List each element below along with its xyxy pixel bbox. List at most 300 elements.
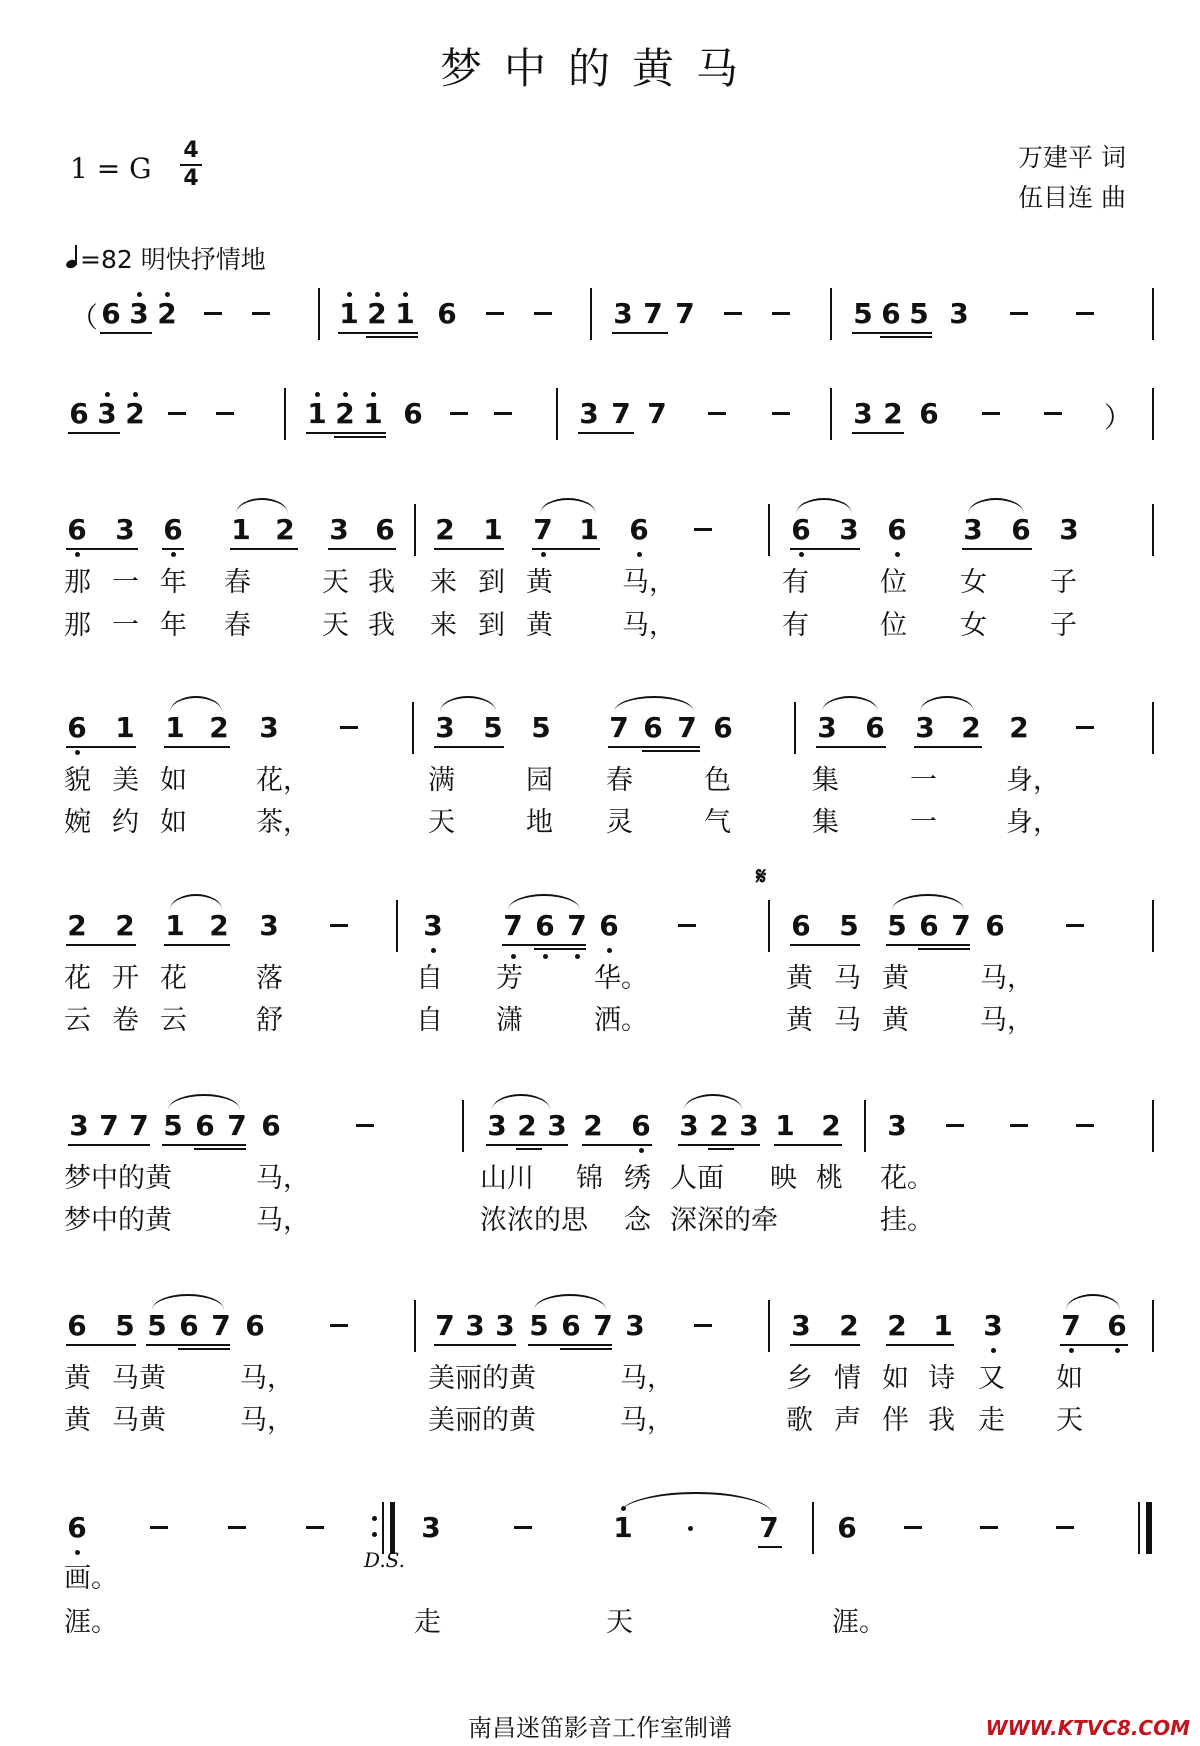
octave-dot (607, 948, 612, 953)
lyric-syllable: 园 (526, 765, 553, 796)
jianpu-note: 6 (375, 513, 395, 546)
jianpu-note: 2 (115, 909, 135, 942)
jianpu-note: 3 (949, 297, 969, 330)
beam-underline (502, 944, 586, 946)
lyric-syllable: 落 (256, 963, 283, 994)
barline (1146, 1502, 1152, 1554)
jianpu-note: 6 (791, 909, 811, 942)
intro-paren: ） (1104, 401, 1133, 434)
sustain-dash (216, 412, 234, 415)
barline (830, 288, 832, 340)
lyrics-row-3a (0, 560, 1200, 600)
jianpu-note: 5 (909, 297, 929, 330)
jianpu-note: 6 (919, 909, 939, 942)
jianpu-note: 6 (631, 1109, 651, 1142)
octave-dot (991, 1348, 996, 1353)
beam-underline (66, 746, 136, 748)
jianpu-note: 7 (609, 711, 629, 744)
lyrics-row-3b (0, 603, 1200, 643)
beam-underline (68, 432, 120, 434)
jianpu-note: 6 (561, 1309, 581, 1342)
jianpu-note: 1 (579, 513, 599, 546)
jianpu-note: 2 (1009, 711, 1029, 744)
barline (382, 1502, 384, 1554)
barline (318, 288, 320, 340)
octave-dot (372, 1532, 377, 1537)
jianpu-note: 6 (261, 1109, 281, 1142)
octave-dot (895, 552, 900, 557)
lyric-syllable: 位 (880, 610, 907, 641)
lyric-syllable: 来 (430, 610, 457, 641)
jianpu-note: 6 (245, 1309, 265, 1342)
lyrics-row-8a (0, 1556, 1200, 1596)
lyric-syllable: 一 (112, 567, 139, 598)
octave-dot (75, 750, 80, 755)
beam-underline (146, 1344, 230, 1346)
lyric-syllable: 美丽的黄 (428, 1405, 536, 1436)
lyric-syllable: 潇 (496, 1005, 523, 1036)
lyrics-row-4b (0, 800, 1200, 840)
jianpu-note: 3 (97, 397, 117, 430)
time-denominator: 4 (183, 166, 199, 191)
jianpu-note: 7 (611, 397, 631, 430)
barline (1152, 1100, 1154, 1152)
jianpu-note: 6 (985, 909, 1005, 942)
lyric-syllable: 梦中的黄 (64, 1163, 172, 1194)
beam-underline (708, 1148, 734, 1150)
composer-credit: 伍目连 曲 (1018, 183, 1126, 212)
slur-arc (236, 498, 288, 514)
beam-underline (338, 332, 418, 334)
lyric-syllable: 浓浓的思 (480, 1205, 588, 1236)
lyric-syllable: 我 (928, 1405, 955, 1436)
lyric-syllable: 来 (430, 567, 457, 598)
octave-dot (431, 948, 436, 953)
jianpu-note: 7 (211, 1309, 231, 1342)
lyric-syllable: 一 (112, 610, 139, 641)
jianpu-note: 1 (165, 711, 185, 744)
slur-arc (892, 894, 964, 910)
lyric-syllable: 马， (256, 1205, 310, 1236)
jianpu-note: 2 (209, 711, 229, 744)
jianpu-note: 2 (435, 513, 455, 546)
lyric-syllable: 马， (256, 1163, 310, 1194)
lyric-syllable: 天 (322, 567, 349, 598)
jianpu-note: 3 (329, 513, 349, 546)
lyric-syllable: 子 (1050, 567, 1077, 598)
lyrics-row-6a (0, 1156, 1200, 1196)
jianpu-note: 3 (435, 711, 455, 744)
octave-dot (75, 1550, 80, 1555)
jianpu-note: 5 (483, 711, 503, 744)
jianpu-note: 3 (817, 711, 837, 744)
octave-dot (637, 552, 642, 557)
lyric-syllable: 梦中的黄 (64, 1205, 172, 1236)
jianpu-note: 6 (101, 297, 121, 330)
lyrics-row-6b (0, 1198, 1200, 1238)
lyric-syllable: 黄 (526, 610, 553, 641)
lyric-syllable: 马， (622, 610, 676, 641)
slur-arc (920, 696, 974, 712)
jianpu-note: 6 (403, 397, 423, 430)
slur-arc (168, 1094, 240, 1110)
barline (864, 1100, 866, 1152)
jianpu-note: 6 (791, 513, 811, 546)
barline (768, 1300, 770, 1352)
jianpu-note: 6 (69, 397, 89, 430)
beam-underline (516, 1148, 542, 1150)
lyric-syllable: 涯。 (832, 1607, 886, 1638)
jianpu-note: 7 (951, 909, 971, 942)
barline (1152, 288, 1154, 340)
lyric-syllable: 子 (1050, 610, 1077, 641)
octave-dot (375, 292, 380, 297)
lyric-syllable: 年 (160, 610, 187, 641)
beam-underline (852, 432, 904, 434)
score-row-1 (0, 298, 1200, 338)
sustain-dash (330, 1324, 348, 1327)
jianpu-note: 2 (275, 513, 295, 546)
jianpu-note: 3 (915, 711, 935, 744)
lyric-syllable: 春 (606, 765, 633, 796)
barline (556, 388, 558, 440)
barline (390, 1502, 395, 1554)
beam-underline (306, 432, 386, 434)
beam-underline (790, 548, 860, 550)
lyric-syllable: 美 (112, 765, 139, 796)
song-title: 梦中的黄马 (439, 44, 760, 93)
jianpu-note: 7 (593, 1309, 613, 1342)
beam-underline (66, 944, 136, 946)
jianpu-note: 3 (983, 1309, 1003, 1342)
lyric-syllable: 黄 (64, 1363, 91, 1394)
barline (1152, 1300, 1154, 1352)
jianpu-note: 1 (363, 397, 383, 430)
sustain-dash (514, 1526, 532, 1529)
lyric-syllable: 天 (606, 1607, 633, 1638)
sustain-dash (708, 412, 726, 415)
octave-dot (137, 292, 142, 297)
octave-dot (372, 1516, 377, 1521)
barline (794, 702, 796, 754)
lyric-syllable: 芳 (496, 963, 523, 994)
jianpu-note: 6 (1011, 513, 1031, 546)
jianpu-note: 3 (423, 909, 443, 942)
quarter-note-icon (66, 244, 78, 268)
sustain-dash (340, 726, 358, 729)
lyric-syllable: 洒。 (594, 1005, 648, 1036)
lyric-syllable: 气 (704, 807, 731, 838)
sustain-dash (694, 528, 712, 531)
lyric-syllable: 自 (416, 963, 443, 994)
lyric-syllable: 诗 (928, 1363, 955, 1394)
score-row-2 (0, 398, 1200, 438)
jianpu-note: 6 (67, 513, 87, 546)
jianpu-note: 1 (395, 297, 415, 330)
jianpu-note: 6 (535, 909, 555, 942)
beam-underline (962, 548, 1032, 550)
sustain-dash (904, 1526, 922, 1529)
lyric-syllable: 到 (478, 610, 505, 641)
lyric-syllable: 锦 (576, 1163, 603, 1194)
octave-dot (165, 292, 170, 297)
jianpu-note: 3 (129, 297, 149, 330)
jianpu-note: 3 (69, 1109, 89, 1142)
jianpu-note: 3 (547, 1109, 567, 1142)
barline (768, 504, 770, 556)
jianpu-note: 6 (643, 711, 663, 744)
beam-underline (678, 1144, 760, 1146)
lyrics-row-8b (0, 1600, 1200, 1640)
sustain-dash (772, 412, 790, 415)
beam-underline (560, 1348, 612, 1350)
sustain-dash (772, 312, 790, 315)
beam-underline (758, 1546, 782, 1548)
jianpu-note: 2 (887, 1309, 907, 1342)
jianpu-note: 1 (483, 513, 503, 546)
jianpu-note: 6 (67, 1511, 87, 1544)
jianpu-note: 3 (465, 1309, 485, 1342)
octave-dot (105, 392, 110, 397)
lyric-syllable: 花 (160, 963, 187, 994)
lyric-syllable: 如 (160, 765, 187, 796)
lyric-syllable: 人面 (670, 1163, 724, 1194)
octave-dot (639, 1148, 644, 1153)
slur-arc (170, 894, 222, 910)
jianpu-note: 2 (67, 909, 87, 942)
octave-dot (315, 392, 320, 397)
lyric-syllable: 约 (112, 807, 139, 838)
jianpu-note: 1 (933, 1309, 953, 1342)
jianpu-note: 1 (307, 397, 327, 430)
sustain-dash (1076, 312, 1094, 315)
lyric-syllable: 声 (834, 1405, 861, 1436)
lyric-syllable: 涯。 (64, 1607, 118, 1638)
time-numerator: 4 (183, 138, 199, 163)
jianpu-note: 3 (625, 1309, 645, 1342)
octave-dot (133, 392, 138, 397)
slur-arc (534, 1294, 606, 1310)
jianpu-note: 2 (125, 397, 145, 430)
lyric-syllable: 到 (478, 567, 505, 598)
jianpu-note: 3 (853, 397, 873, 430)
jianpu-note: 2 (961, 711, 981, 744)
beam-underline (366, 336, 418, 338)
jianpu-note: 3 (963, 513, 983, 546)
jianpu-note: 1 (231, 513, 251, 546)
sustain-dash (694, 1324, 712, 1327)
jianpu-note: 7 (129, 1109, 149, 1142)
jianpu-note: 6 (865, 711, 885, 744)
score-row-7 (0, 1310, 1200, 1350)
beam-underline (194, 1148, 246, 1150)
lyricist-credit: 万建平 词 (1018, 143, 1126, 172)
lyric-syllable: 我 (368, 610, 395, 641)
jianpu-note: 7 (677, 711, 697, 744)
jianpu-note: 2 (157, 297, 177, 330)
lyric-syllable: 念 (624, 1205, 651, 1236)
lyric-syllable: 天 (428, 807, 455, 838)
jianpu-note: 5 (147, 1309, 167, 1342)
jianpu-note: 6 (713, 711, 733, 744)
octave-dot (1069, 1348, 1074, 1353)
lyric-syllable: 茶， (256, 807, 310, 838)
jianpu-note: 6 (887, 513, 907, 546)
sustain-dash (1010, 312, 1028, 315)
jianpu-note: 3 (613, 297, 633, 330)
lyric-syllable: 走 (978, 1405, 1005, 1436)
octave-dot (171, 552, 176, 557)
lyric-syllable: 我 (368, 567, 395, 598)
jianpu-note: 7 (533, 513, 553, 546)
sustain-dash (1066, 924, 1084, 927)
lyric-syllable: 情 (834, 1363, 861, 1394)
lyric-syllable: 挂。 (880, 1205, 934, 1236)
jianpu-note: 1 (165, 909, 185, 942)
barline (830, 388, 832, 440)
jianpu-note: 5 (529, 1309, 549, 1342)
barline (812, 1502, 814, 1554)
lyric-syllable: 有 (782, 610, 809, 641)
lyric-syllable: 马， (622, 567, 676, 598)
lyric-syllable: 华。 (594, 963, 648, 994)
jianpu-note: 3 (579, 397, 599, 430)
beam-underline (582, 1144, 652, 1146)
barline (396, 900, 398, 952)
lyric-syllable: 黄 (882, 963, 909, 994)
beam-underline (880, 336, 932, 338)
jianpu-note: 7 (99, 1109, 119, 1142)
jianpu-note: 7 (759, 1511, 779, 1544)
octave-dot (75, 552, 80, 557)
jianpu-note: 2 (839, 1309, 859, 1342)
sustain-dash (1056, 1526, 1074, 1529)
lyric-syllable: 卷 (112, 1005, 139, 1036)
beam-underline (164, 944, 230, 946)
lyric-syllable: 绣 (624, 1163, 651, 1194)
beam-underline (334, 436, 386, 438)
lyric-syllable: 乡 (786, 1363, 813, 1394)
barline (768, 900, 770, 952)
slur-arc (620, 1492, 772, 1514)
lyric-syllable: 春 (224, 610, 251, 641)
beam-underline (612, 332, 668, 334)
jianpu-note: 3 (259, 909, 279, 942)
lyric-syllable: 貌 (64, 765, 91, 796)
sustain-dash (486, 312, 504, 315)
jianpu-note: 2 (335, 397, 355, 430)
lyrics-row-4a (0, 758, 1200, 798)
beam-underline (100, 332, 152, 334)
barline (462, 1100, 464, 1152)
octave-dot (541, 552, 546, 557)
barline (412, 702, 414, 754)
lyric-syllable: 位 (880, 567, 907, 598)
octave-dot (371, 392, 376, 397)
slur-arc (170, 696, 222, 712)
jianpu-note: 5 (853, 297, 873, 330)
lyric-syllable: 天 (322, 610, 349, 641)
tempo-text: =82 明快抒情地 (80, 245, 266, 274)
beam-underline (434, 1344, 516, 1346)
sustain-dash (252, 312, 270, 315)
beam-underline (852, 332, 932, 334)
jianpu-note: 6 (163, 513, 183, 546)
octave-dot (403, 292, 408, 297)
beam-underline (68, 1144, 150, 1146)
barline (1152, 504, 1154, 556)
jianpu-note: 1 (339, 297, 359, 330)
sustain-dash (228, 1526, 246, 1529)
segno-mark: 𝄋 (756, 862, 767, 890)
intro-paren: （ (70, 301, 99, 334)
jianpu-note: 6 (919, 397, 939, 430)
lyric-syllable: 如 (160, 807, 187, 838)
jianpu-note: 6 (599, 909, 619, 942)
jianpu-note: 2 (821, 1109, 841, 1142)
lyric-syllable: 马， (620, 1405, 674, 1436)
lyric-syllable: 开 (112, 963, 139, 994)
lyric-syllable: 桃 (816, 1163, 843, 1194)
jianpu-note: 1 (613, 1511, 633, 1544)
jianpu-note: 7 (1061, 1309, 1081, 1342)
jianpu-note: 3 (487, 1109, 507, 1142)
lyric-syllable: 马黄 (112, 1363, 166, 1394)
beam-underline (162, 548, 184, 550)
barline (414, 504, 416, 556)
barline (284, 388, 286, 440)
jianpu-note: 6 (437, 297, 457, 330)
beam-underline (886, 1344, 954, 1346)
sustain-dash (1044, 412, 1062, 415)
sustain-dash (980, 1526, 998, 1529)
footer-credit: 南昌迷笛影音工作室制谱 (468, 1714, 732, 1742)
lyric-syllable: 马黄 (112, 1405, 166, 1436)
beam-underline (790, 944, 860, 946)
octave-dot (347, 292, 352, 297)
sustain-dash (330, 924, 348, 927)
lyric-syllable: 那 (64, 567, 91, 598)
beam-underline (774, 1144, 842, 1146)
octave-dot (1115, 1348, 1120, 1353)
jianpu-note: 6 (195, 1109, 215, 1142)
jianpu-note: 2 (367, 297, 387, 330)
lyric-syllable: 那 (64, 610, 91, 641)
beam-underline (328, 548, 396, 550)
slur-arc (440, 696, 496, 712)
sustain-dash (534, 312, 552, 315)
jianpu-note: 5 (163, 1109, 183, 1142)
jianpu-note: 6 (179, 1309, 199, 1342)
beam-underline (914, 746, 982, 748)
sustain-dash (678, 924, 696, 927)
sustain-dash (204, 312, 222, 315)
lyric-syllable: 画。 (64, 1563, 118, 1594)
lyric-syllable: 地 (526, 807, 553, 838)
score-row-4 (0, 712, 1200, 752)
lyric-syllable: 如 (882, 1363, 909, 1394)
lyric-syllable: 马， (240, 1405, 294, 1436)
lyrics-row-7b (0, 1398, 1200, 1438)
jianpu-note: 3 (259, 711, 279, 744)
barline (1152, 900, 1154, 952)
lyric-syllable: 黄 (786, 1005, 813, 1036)
octave-dot (688, 1526, 693, 1531)
lyric-syllable: 天 (1056, 1405, 1083, 1436)
lyric-syllable: 花。 (880, 1163, 934, 1194)
sustain-dash (982, 412, 1000, 415)
beam-underline (790, 1344, 860, 1346)
